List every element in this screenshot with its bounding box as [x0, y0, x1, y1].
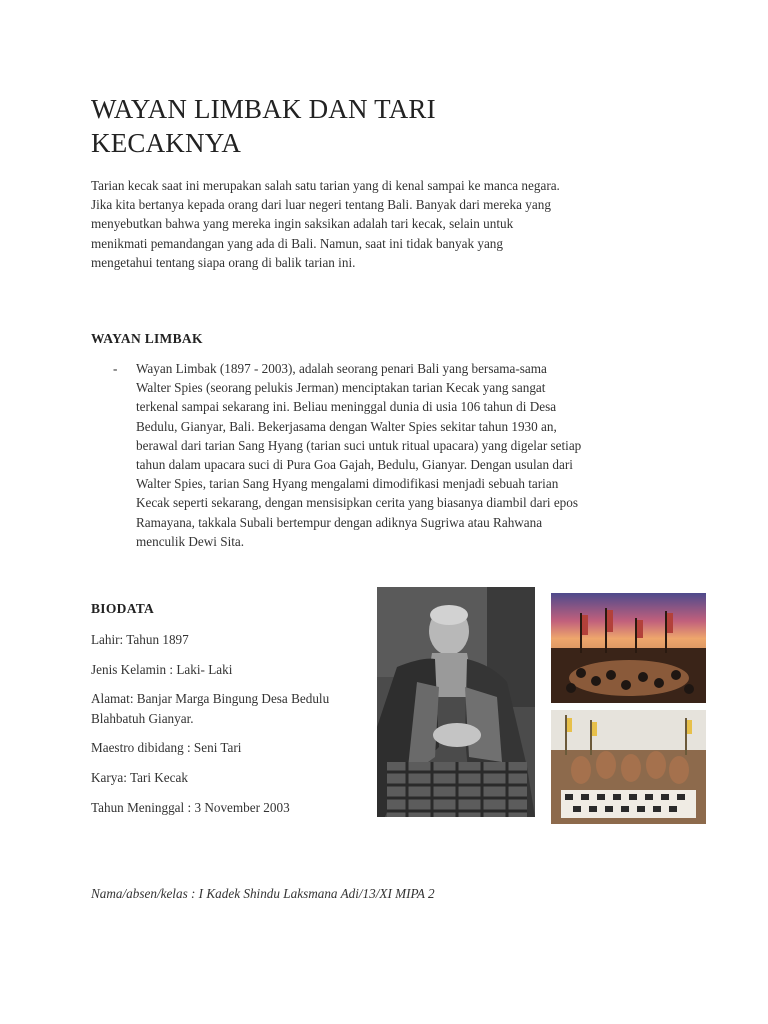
biodata-death: Tahun Meninggal : 3 November 2003 [91, 799, 290, 815]
biodata-address: Alamat: Banjar Marga Bingung Desa Bedulu Blahbatuh Gianyar. [91, 691, 330, 726]
kecak-dancers-photo [551, 710, 706, 824]
biodata-gender: Jenis Kelamin : Laki- Laki [91, 661, 233, 677]
intro-paragraph: Tarian kecak saat ini merupakan salah satu tarian yang di kenal sampai ke manca negara. Jika kita bertanya kepada orang dari luar negeri tentang Bali. Banyak dari mereka yang menyebutkan bahwa yang mereka ingin saksikan adalah tari kecak, selain untuk menikmati pemandangan yang ada di Bali. Namun, saat ini tidak banyak yang mengetahui tentang siapa orang di balik tarian ini. [91, 178, 560, 270]
kecak-sunset-photo [551, 593, 706, 703]
biodata-list [91, 630, 376, 827]
portrait-photo [377, 587, 535, 817]
bullet-paragraph: Wayan Limbak (1897 - 2003), adalah seorang penari Bali yang bersama-sama Walter Spies (seorang pelukis Jerman) menciptakan tarian Kecak yang sangat terkenal sampai sekarang ini. Beliau meninggal dunia di usia 106 tahun di Desa Bedulu, Gianyar, Bali. Bekerjasama dengan Walter Spies sekitar tahun 1930 an, berawal dari tarian Sang Hyang (tarian suci untuk ritual upacara) yang digelar setiap tahun dalam upacara suci di Pura Goa Gajah, Bedulu, Gianyar. Dengan usulan dari Walter Spies, tarian Sang Hyang mengalami dimodifikasi menjadi sebuah tarian Kecak seperti sekarang, dengan mensisipkan cerita yang biasanya diambil dari epos Ramayana, takkala Subali bertempur dengan adiknya Sugriwa atau Rahwana menculik Dewi Sita. [136, 361, 582, 549]
page-title: WAYAN LIMBAK DAN TARI KECAKNYA [91, 94, 436, 158]
author-footer: Nama/absen/kelas : I Kadek Shindu Laksmana Adi/13/XI MIPA 2 [91, 886, 435, 901]
section-heading-biodata: BIODATA [91, 601, 155, 616]
section-heading-wayan-limbak: WAYAN LIMBAK [91, 331, 203, 346]
biodata-work: Karya: Tari Kecak [91, 770, 188, 786]
bullet-marker: - [113, 361, 118, 376]
kecak-sunset-illustration [551, 593, 706, 703]
portrait-illustration [377, 587, 535, 817]
biodata-birth: Lahir: Tahun 1897 [91, 632, 189, 647]
biodata-expertise: Maestro dibidang : Seni Tari [91, 740, 242, 756]
kecak-dancers-illustration [551, 710, 706, 824]
